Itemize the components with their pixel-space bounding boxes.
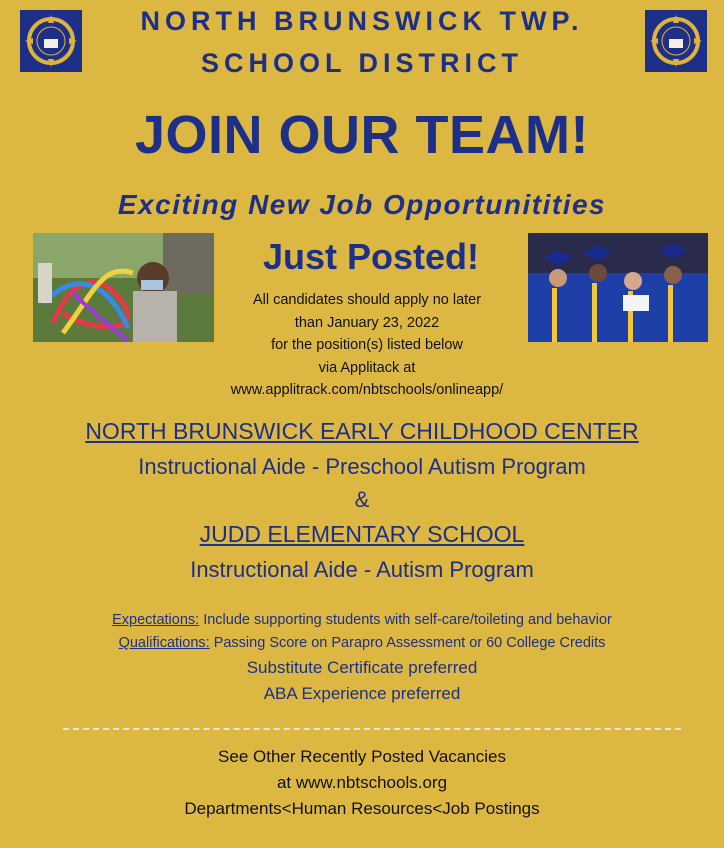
district-name-line1: NORTH BRUNSWICK TWP. — [140, 6, 584, 36]
qualifications-label: Qualifications: — [118, 635, 210, 651]
footer-navigation-path: Departments<Human Resources<Job Postings — [184, 799, 540, 818]
just-posted-heading: Just Posted! — [262, 236, 480, 277]
headline: JOIN OUR TEAM! — [134, 105, 589, 165]
photo-graduates — [528, 233, 708, 342]
subheadline: Exciting New Job Opportunitities — [117, 189, 607, 220]
expectations-label: Expectations: — [112, 612, 200, 628]
preference-substitute: Substitute Certificate preferred — [246, 658, 478, 677]
job-title-2: Instructional Aide - Autism Program — [190, 557, 534, 582]
qualifications-text: Passing Score on Parapro Assessment or 60 College Credits — [209, 635, 606, 651]
district-name-line2: SCHOOL DISTRICT — [200, 48, 523, 78]
apply-line: than January 23, 2022 — [294, 314, 440, 331]
school-name-judd: JUDD ELEMENTARY SCHOOL — [199, 521, 525, 547]
footer-website: at www.nbtschools.org — [276, 773, 448, 792]
qualifications-line — [0, 635, 724, 651]
ampersand: & — [354, 487, 370, 512]
expectations-text: Include supporting students with self-care/toileting and behavior — [199, 612, 612, 628]
footer-line1: See Other Recently Posted Vacancies — [218, 747, 506, 766]
expectations-line — [0, 612, 724, 628]
preference-aba: ABA Experience preferred — [263, 684, 461, 703]
apply-line: via Applitack at — [318, 359, 416, 376]
divider — [63, 728, 681, 730]
apply-line: All candidates should apply no later — [252, 292, 482, 308]
school-name-ecc: NORTH BRUNSWICK EARLY CHILDHOOD CENTER — [85, 418, 639, 444]
applitrack-url: www.applitrack.com/nbtschools/onlineapp/ — [230, 382, 504, 398]
apply-line: for the position(s) listed below — [271, 337, 463, 353]
job-title-1: Instructional Aide - Preschool Autism Program — [138, 454, 586, 479]
apply-instructions — [180, 289, 554, 402]
